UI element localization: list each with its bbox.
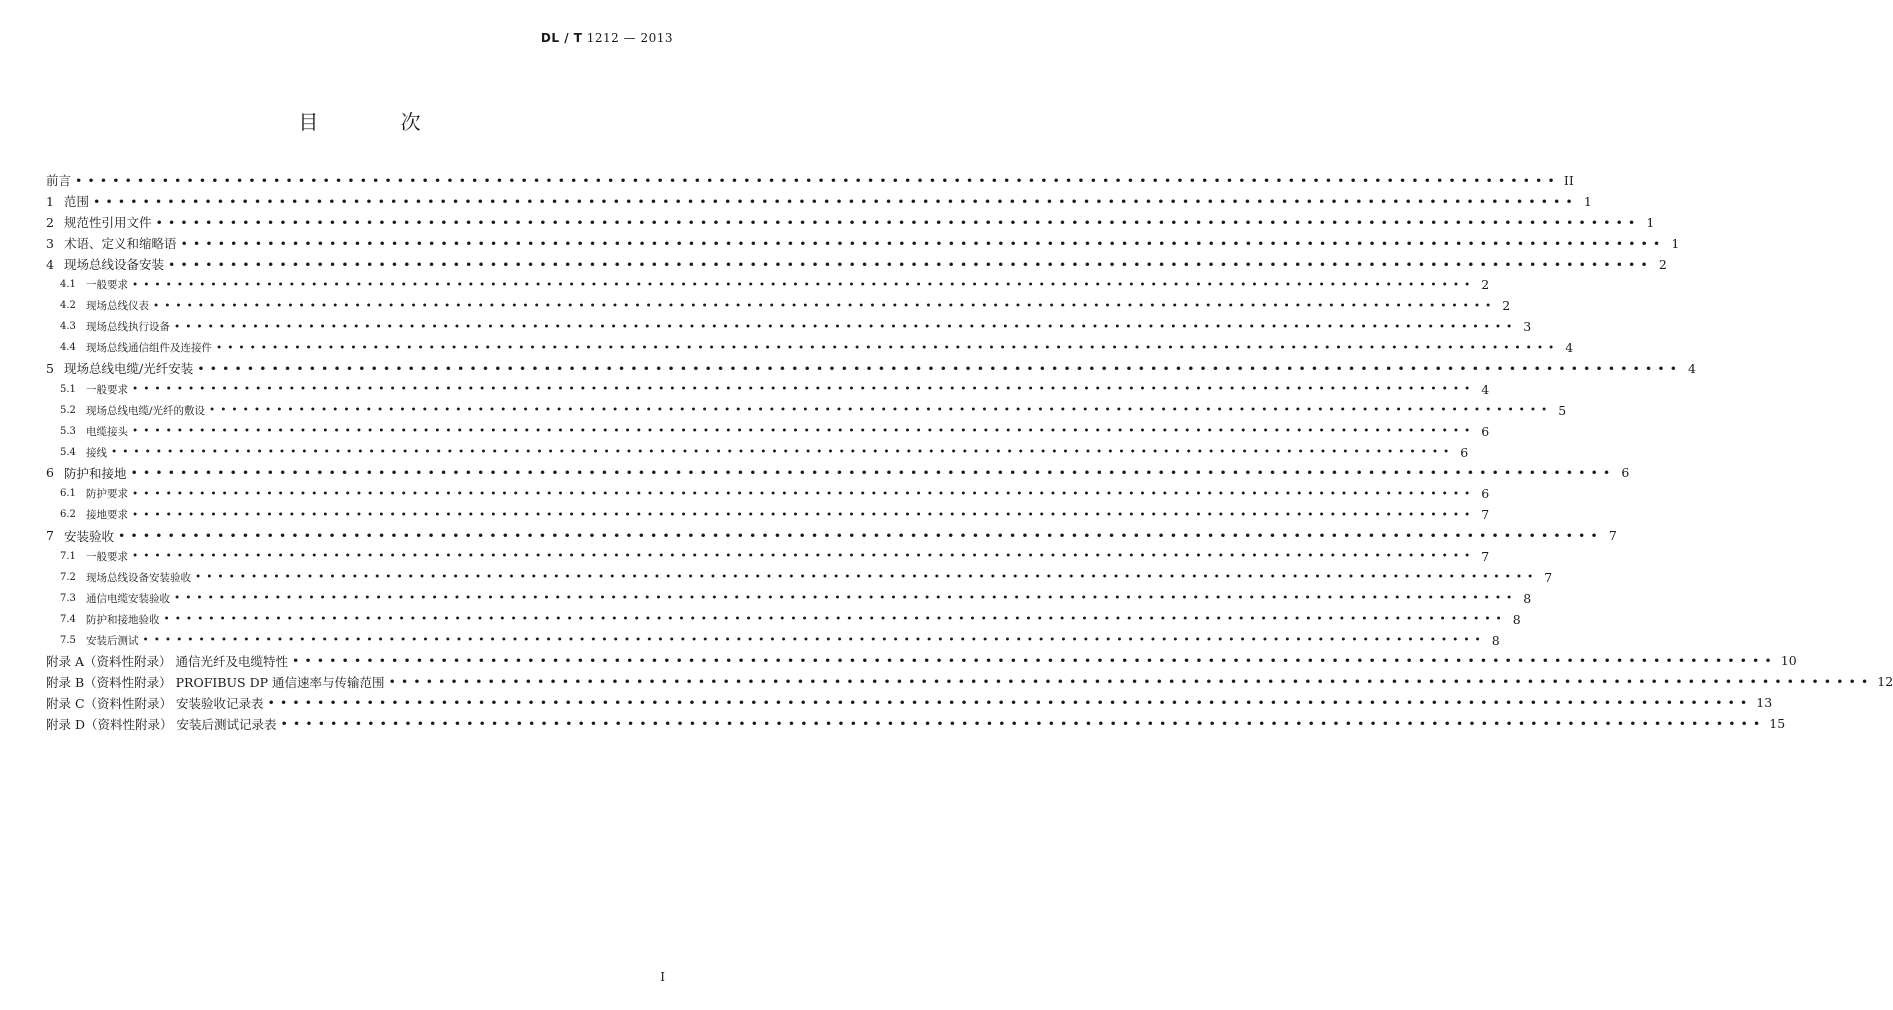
toc-entry-label: 附录 C（资料性附录） 安装验收记录表 bbox=[46, 695, 264, 711]
toc-entry-number: 5.2 bbox=[60, 404, 76, 416]
toc-entry-page: 2 bbox=[1658, 256, 1667, 272]
toc-entry-page: 10 bbox=[1780, 653, 1797, 669]
toc-entry-number: 5.1 bbox=[60, 383, 76, 395]
toc-entry-number: 2 bbox=[46, 214, 54, 230]
toc-entry-label: 现场总线设备安装 bbox=[64, 257, 165, 272]
toc-entry-label: 防护和接地验收 bbox=[86, 613, 160, 626]
toc-leader-dots: •••••••••••••••••••••••••••••••••••••••••••••••••••••••••••••••••••••••••••••••••••••••••••••••••••••••••••••••••••••••• bbox=[163, 613, 1507, 626]
toc-leader-dots: •••••••••••••••••••••••••••••••••••••••••••••••••••••••••••••••••••••••••••••••••••••••••••••••••••••••••••••••••••••••• bbox=[174, 320, 1518, 333]
toc-entry[interactable] bbox=[46, 442, 1469, 463]
toc-entry-label: 现场总线设备安装验收 bbox=[86, 571, 191, 584]
toc-entry-page: 15 bbox=[1769, 716, 1786, 732]
toc-entry-label: 范围 bbox=[64, 194, 90, 210]
toc-leader-dots: •••••••••••••••••••••••••••••••••••••••••••••••••••••••••••••••••••••••••••••••••••••••••••••••••••••••••••••••••••••••• bbox=[216, 341, 1560, 354]
toc-leader-dots: •••••••••••••••••••••••••••••••••••••••••••••••••••••••••••••••••••••••••••••••••••••••••••••••••••••••••••••••••••••••• bbox=[93, 193, 1578, 209]
toc-entry-page: 8 bbox=[1512, 611, 1521, 627]
toc-entry-page: 7 bbox=[1481, 548, 1490, 564]
toc-entry-page: II bbox=[1563, 172, 1574, 188]
toc-entry-label: 前言 bbox=[46, 173, 72, 189]
toc-entry-number: 3 bbox=[46, 235, 54, 251]
toc-entry-page: 2 bbox=[1502, 298, 1511, 314]
toc-entry-page: 1 bbox=[1671, 235, 1680, 251]
toc-entry-number: 4.2 bbox=[60, 300, 76, 312]
toc-entry-label: 一般要求 bbox=[86, 383, 128, 396]
toc-leader-dots: •••••••••••••••••••••••••••••••••••••••••••••••••••••••••••••••••••••••••••••••••••••••••••••••••••••••••••••••••••••••• bbox=[130, 465, 1616, 481]
toc-entry[interactable] bbox=[46, 316, 1532, 337]
toc-entry-label: 安装验收 bbox=[64, 528, 115, 544]
toc-leader-dots: •••••••••••••••••••••••••••••••••••••••••••••••••••••••••••••••••••••••••••••••••••••••••••••••••••••••••••••••••••••••• bbox=[132, 383, 1476, 396]
toc-entry-label: 通信电缆安装验收 bbox=[86, 592, 170, 605]
standard-number: 1212 — 2013 bbox=[586, 31, 673, 45]
toc-leader-dots: •••••••••••••••••••••••••••••••••••••••••••••••••••••••••••••••••••••••••••••••••••••••••••••••••••••••••••••••••••••••• bbox=[132, 508, 1476, 521]
toc-leader-dots: •••••••••••••••••••••••••••••••••••••••••••••••••••••••••••••••••••••••••••••••••••••••••••••••••••••••••••••••••••••••• bbox=[132, 550, 1476, 563]
toc-entry-page: 13 bbox=[1756, 695, 1773, 711]
toc-entry-page: 12 bbox=[1877, 674, 1893, 690]
toc-entry[interactable] bbox=[46, 650, 1797, 671]
toc-entry-number: 5.4 bbox=[60, 446, 76, 458]
toc-entry[interactable] bbox=[46, 170, 1574, 191]
toc-entry[interactable] bbox=[46, 274, 1490, 295]
toc-entry-label: 附录 A（资料性附录） 通信光纤及电缆特性 bbox=[46, 653, 288, 669]
toc-entry[interactable] bbox=[46, 254, 1667, 275]
toc-entry-label: 规范性引用文件 bbox=[64, 215, 152, 231]
toc-entry-label: 安装后测试 bbox=[86, 634, 139, 647]
toc-entry-number: 1 bbox=[46, 193, 54, 209]
toc-entry[interactable] bbox=[46, 588, 1532, 609]
toc-entry-page: 2 bbox=[1481, 277, 1490, 293]
toc-entry-number: 4.1 bbox=[60, 279, 76, 291]
toc-entry-page: 4 bbox=[1481, 381, 1490, 397]
toc-entry[interactable] bbox=[46, 212, 1655, 233]
toc-entry[interactable] bbox=[46, 379, 1490, 400]
page-title: 目 次 bbox=[298, 110, 459, 134]
toc-leader-dots: •••••••••••••••••••••••••••••••••••••••••••••••••••••••••••••••••••••••••••••••••••••••••••••••••••••••••••••••••••••••• bbox=[195, 571, 1539, 584]
toc-entry[interactable] bbox=[46, 692, 1773, 713]
toc-entry-page: 1 bbox=[1646, 214, 1655, 230]
page-number: I bbox=[660, 970, 665, 984]
toc-leader-dots: •••••••••••••••••••••••••••••••••••••••••••••••••••••••••••••••••••••••••••••••••••••••••••••••••••••••••••••••••••••••• bbox=[267, 695, 1753, 711]
toc-entry[interactable] bbox=[46, 358, 1696, 379]
toc-leader-dots: •••••••••••••••••••••••••••••••••••••••••••••••••••••••••••••••••••••••••••••••••••••••••••••••••••••••••••••••••••••••• bbox=[153, 299, 1497, 312]
toc-entry-number: 6.1 bbox=[60, 488, 76, 500]
toc-leader-dots: •••••••••••••••••••••••••••••••••••••••••••••••••••••••••••••••••••••••••••••••••••••••••••••••••••••••••••••••••••••••• bbox=[291, 653, 1777, 669]
toc-entry-page: 6 bbox=[1481, 486, 1490, 502]
toc-entry-page: 6 bbox=[1481, 423, 1490, 439]
toc-entry-page: 4 bbox=[1565, 340, 1574, 356]
toc-entry-label: 一般要求 bbox=[86, 550, 128, 563]
toc-leader-dots: •••••••••••••••••••••••••••••••••••••••••••••••••••••••••••••••••••••••••••••••••••••••••••••••••••••••••••••••••••••••• bbox=[118, 528, 1603, 544]
toc-entry[interactable] bbox=[46, 191, 1592, 212]
toc-entry-label: 防护和接地 bbox=[64, 465, 127, 481]
toc-entry-label: 现场总线电缆/光纤的敷设 bbox=[86, 404, 206, 417]
toc-entry[interactable] bbox=[46, 233, 1680, 254]
toc-leader-dots: •••••••••••••••••••••••••••••••••••••••••••••••••••••••••••••••••••••••••••••••••••••••••••••••••••••••••••••••••••••••• bbox=[132, 487, 1476, 500]
toc-entry-label: 接地要求 bbox=[86, 509, 128, 522]
toc-entry-page: 6 bbox=[1621, 465, 1630, 481]
toc-entry[interactable] bbox=[46, 337, 1574, 358]
toc-leader-dots: •••••••••••••••••••••••••••••••••••••••••••••••••••••••••••••••••••••••••••••••••••••••••••••••••••••••••••••••••••••••• bbox=[142, 634, 1486, 647]
toc-entry-page: 7 bbox=[1544, 569, 1553, 585]
toc-entry[interactable] bbox=[46, 713, 1786, 734]
toc-entry-page: 5 bbox=[1558, 402, 1567, 418]
toc-entry[interactable] bbox=[46, 671, 1893, 692]
toc-entry-page: 8 bbox=[1491, 632, 1500, 648]
toc-entry-number: 5.3 bbox=[60, 425, 76, 437]
toc-entry-number: 7.5 bbox=[60, 634, 76, 646]
toc-entry-number: 7.1 bbox=[60, 550, 76, 562]
toc-entry[interactable] bbox=[46, 546, 1490, 567]
table-of-contents bbox=[46, 170, 1893, 734]
toc-entry-page: 4 bbox=[1688, 360, 1696, 376]
toc-leader-dots: •••••••••••••••••••••••••••••••••••••••••••••••••••••••••••••••••••••••••••••••••••••••••••••••••••••••••••••••••••••••• bbox=[280, 716, 1766, 732]
toc-entry[interactable] bbox=[46, 400, 1567, 421]
toc-entry-label: 附录 B（资料性附录） PROFIBUS DP 通信速率与传输范围 bbox=[46, 674, 385, 690]
toc-entry-label: 接线 bbox=[86, 446, 107, 459]
toc-entry-label: 术语、定义和缩略语 bbox=[64, 236, 177, 252]
toc-entry[interactable] bbox=[46, 504, 1490, 525]
toc-entry[interactable] bbox=[46, 630, 1500, 651]
toc-entry-label: 现场总线通信组件及连接件 bbox=[86, 342, 212, 355]
toc-entry-number: 6.2 bbox=[60, 509, 76, 521]
toc-entry[interactable] bbox=[46, 567, 1553, 588]
toc-entry-page: 6 bbox=[1460, 444, 1469, 460]
toc-entry[interactable] bbox=[46, 295, 1511, 316]
toc-entry[interactable] bbox=[46, 462, 1630, 483]
toc-entry-number: 7.3 bbox=[60, 592, 76, 604]
standard-prefix: DL / T bbox=[540, 31, 583, 45]
toc-leader-dots: •••••••••••••••••••••••••••••••••••••••••••••••••••••••••••••••••••••••••••••••••••••••••••••••••••••••••••••••••••••••• bbox=[75, 172, 1560, 188]
toc-entry-label: 附录 D（资料性附录） 安装后测试记录表 bbox=[46, 716, 277, 732]
document-header bbox=[541, 31, 673, 45]
toc-leader-dots: •••••••••••••••••••••••••••••••••••••••••••••••••••••••••••••••••••••••••••••••••••••••••••••••••••••••••••••••••••••••• bbox=[388, 674, 1874, 690]
toc-entry-number: 4.4 bbox=[60, 342, 76, 354]
toc-entry-label: 现场总线仪表 bbox=[86, 300, 149, 313]
toc-leader-dots: •••••••••••••••••••••••••••••••••••••••••••••••••••••••••••••••••••••••••••••••••••••••••••••••••••••••••••••••••••••••• bbox=[180, 235, 1666, 251]
toc-entry-label: 现场总线电缆/光纤安装 bbox=[64, 361, 194, 377]
toc-entry-number: 6 bbox=[46, 465, 54, 481]
toc-leader-dots: •••••••••••••••••••••••••••••••••••••••••••••••••••••••••••••••••••••••••••••••••••••••••••••••••••••••••••••••••••••••• bbox=[168, 256, 1653, 272]
toc-leader-dots: •••••••••••••••••••••••••••••••••••••••••••••••••••••••••••••••••••••••••••••••••••••••••••••••••••••••••••••••••••••••• bbox=[174, 592, 1518, 605]
toc-entry-number: 4.3 bbox=[60, 321, 76, 333]
toc-entry[interactable] bbox=[46, 483, 1490, 504]
toc-entry-label: 一般要求 bbox=[86, 279, 128, 292]
toc-entry-number: 7.2 bbox=[60, 571, 76, 583]
toc-entry-page: 8 bbox=[1523, 590, 1532, 606]
toc-leader-dots: •••••••••••••••••••••••••••••••••••••••••••••••••••••••••••••••••••••••••••••••••••••••••••••••••••••••••••••••••••••••• bbox=[197, 360, 1682, 376]
toc-leader-dots: •••••••••••••••••••••••••••••••••••••••••••••••••••••••••••••••••••••••••••••••••••••••••••••••••••••••••••••••••••••••• bbox=[209, 404, 1553, 417]
toc-entry-label: 现场总线执行设备 bbox=[86, 321, 170, 334]
toc-entry-label: 电缆接头 bbox=[86, 425, 128, 438]
toc-leader-dots: •••••••••••••••••••••••••••••••••••••••••••••••••••••••••••••••••••••••••••••••••••••••••••••••••••••••••••••••••••••••• bbox=[155, 214, 1641, 230]
toc-entry-page: 7 bbox=[1608, 528, 1617, 544]
toc-entry[interactable] bbox=[46, 421, 1490, 442]
toc-entry-label: 防护要求 bbox=[86, 488, 128, 501]
toc-entry-number: 4 bbox=[46, 256, 54, 272]
toc-entry-page: 3 bbox=[1523, 319, 1532, 335]
toc-leader-dots: •••••••••••••••••••••••••••••••••••••••••••••••••••••••••••••••••••••••••••••••••••••••••••••••••••••••••••••••••••••••• bbox=[111, 446, 1455, 459]
toc-leader-dots: •••••••••••••••••••••••••••••••••••••••••••••••••••••••••••••••••••••••••••••••••••••••••••••••••••••••••••••••••••••••• bbox=[132, 278, 1476, 291]
toc-entry[interactable] bbox=[46, 609, 1521, 630]
toc-entry-number: 7 bbox=[46, 528, 54, 544]
toc-entry-number: 7.4 bbox=[60, 613, 76, 625]
toc-entry-page: 1 bbox=[1583, 193, 1592, 209]
toc-entry-number: 5 bbox=[46, 360, 54, 376]
toc-entry[interactable] bbox=[46, 525, 1617, 546]
toc-entry-page: 7 bbox=[1481, 507, 1490, 523]
toc-leader-dots: •••••••••••••••••••••••••••••••••••••••••••••••••••••••••••••••••••••••••••••••••••••••••••••••••••••••••••••••••••••••• bbox=[132, 425, 1476, 438]
